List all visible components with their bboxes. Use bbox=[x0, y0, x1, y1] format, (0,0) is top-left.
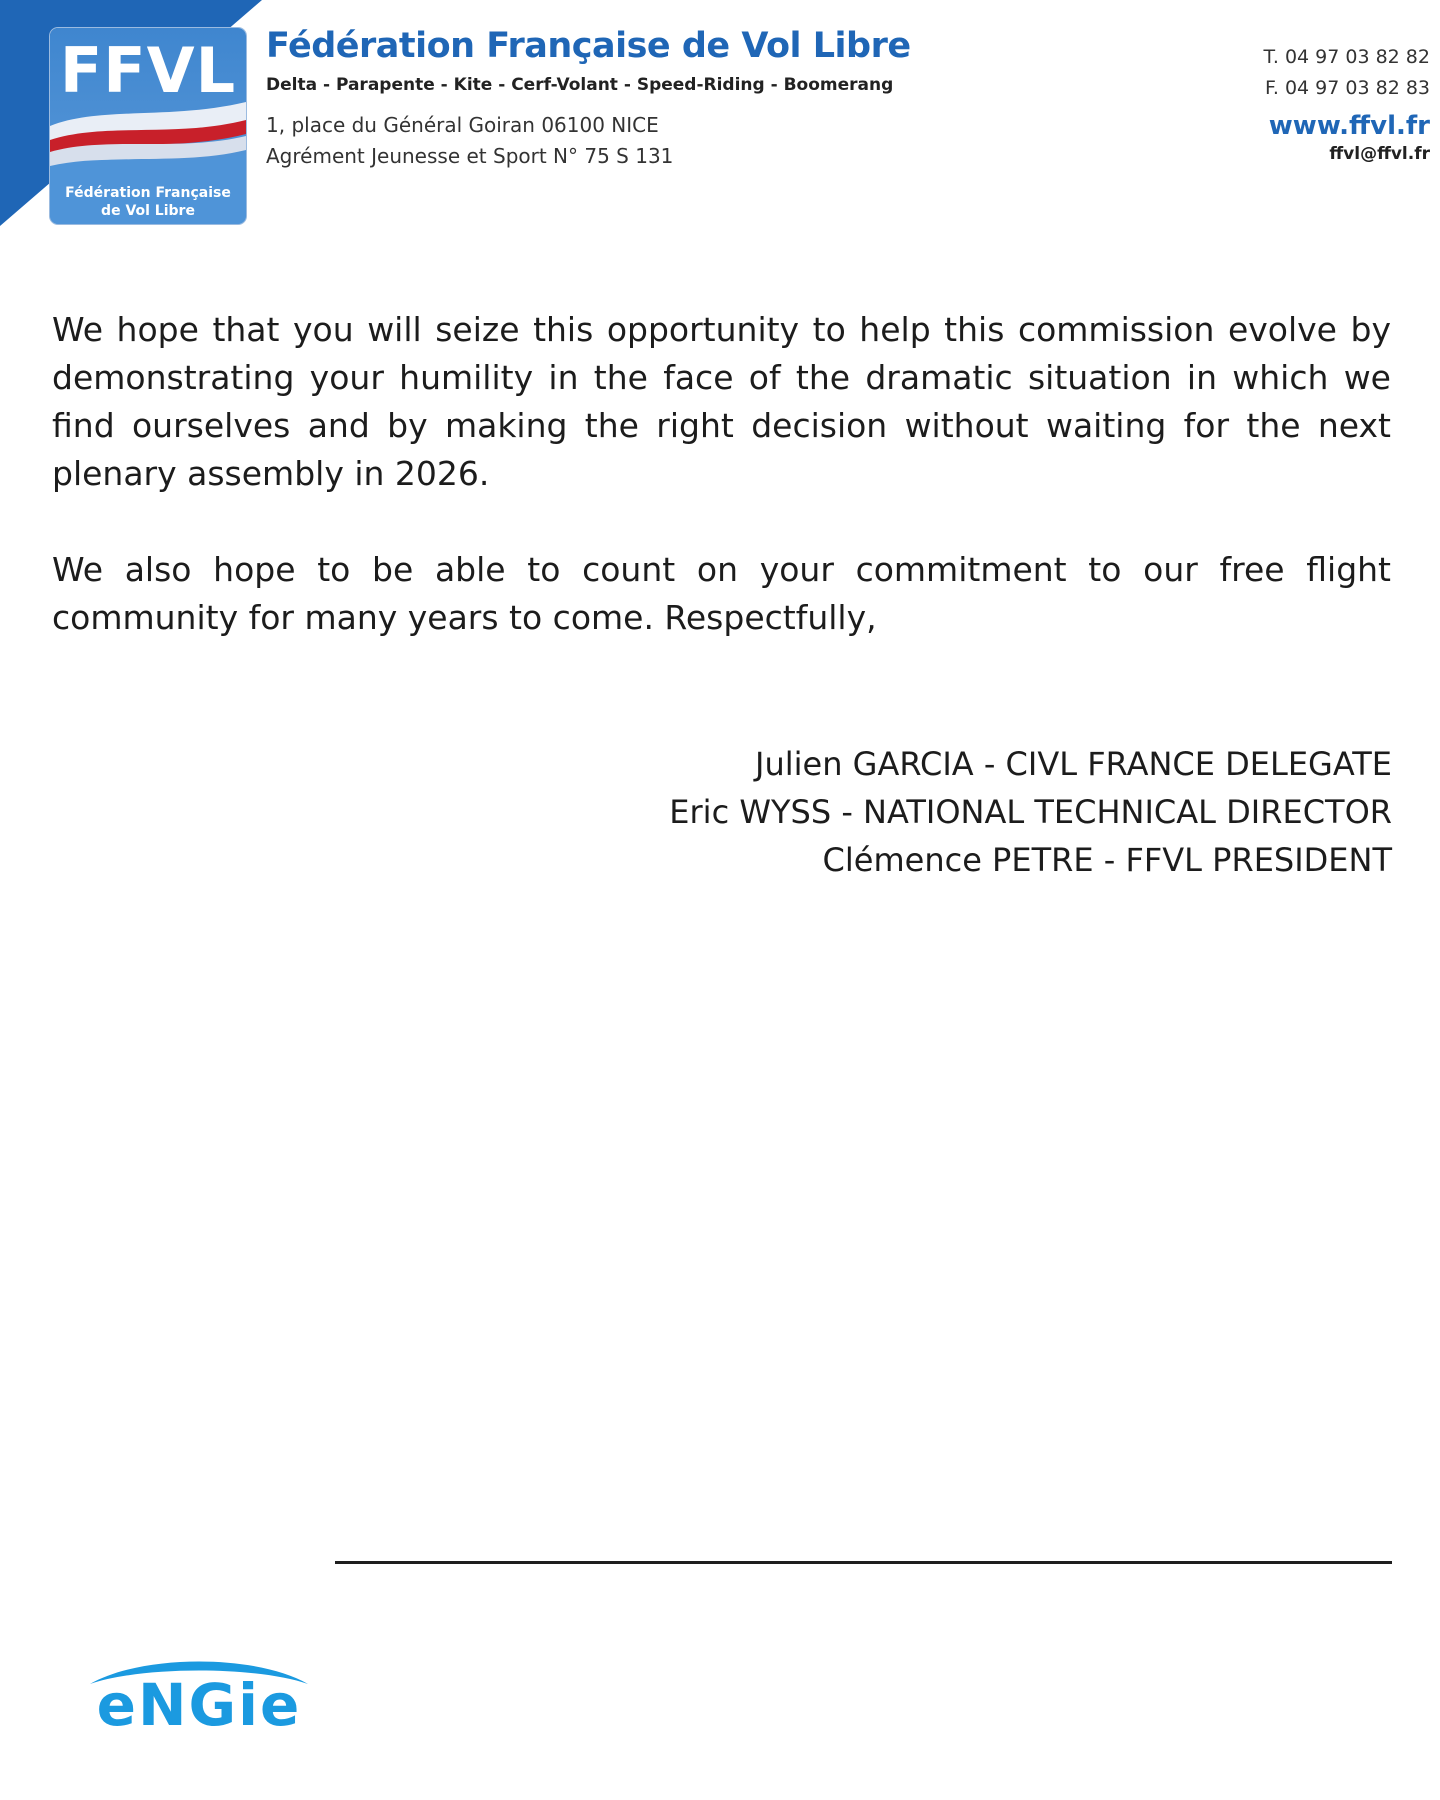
body-paragraph-1: We hope that you will seize this opportunity to help this commission evolve by demonstrating your humility in the face of the dramatic situation in which we find ourselves and by making the right decision without waiting for the next plenary assembly in 2026. bbox=[52, 310, 1391, 493]
engie-logo bbox=[72, 1650, 326, 1750]
organization-name: Fédération Française de Vol Libre bbox=[266, 26, 911, 66]
contact-website: www.ffvl.fr bbox=[1268, 111, 1430, 141]
signature-line-2: Eric WYSS - NATIONAL TECHNICAL DIRECTOR bbox=[669, 793, 1392, 831]
signature-line-1: Julien GARCIA - CIVL FRANCE DELEGATE bbox=[755, 745, 1392, 783]
letter-body bbox=[52, 306, 1391, 690]
engie-wordmark: eNGie bbox=[96, 1671, 302, 1739]
contact-email: ffvl@ffvl.fr bbox=[1329, 144, 1430, 164]
organization-agrement: Agrément Jeunesse et Sport N° 75 S 131 bbox=[266, 144, 674, 168]
contact-fax: F. 04 97 03 82 83 bbox=[1265, 77, 1430, 99]
organization-activities: Delta - Parapente - Kite - Cerf-Volant - Speed-Riding - Boomerang bbox=[266, 75, 894, 95]
signature-block bbox=[669, 740, 1392, 884]
logo-caption bbox=[50, 184, 246, 220]
logo-caption-line2: de Vol Libre bbox=[101, 203, 195, 219]
body-paragraph-2: We also hope to be able to count on your commitment to our free flight community for many years to come. Respectfully, bbox=[52, 550, 1391, 637]
footer-divider bbox=[335, 1561, 1392, 1564]
contact-phone: T. 04 97 03 82 82 bbox=[1263, 46, 1430, 68]
logo-caption-line1: Fédération Française bbox=[65, 185, 231, 201]
ffvl-logo bbox=[50, 28, 246, 224]
signature-line-3: Clémence PETRE - FFVL PRESIDENT bbox=[822, 841, 1392, 879]
organization-address: 1, place du Général Goiran 06100 NICE bbox=[266, 113, 659, 137]
contact-block bbox=[1264, 42, 1430, 166]
logo-mark: FFVL bbox=[59, 34, 237, 107]
